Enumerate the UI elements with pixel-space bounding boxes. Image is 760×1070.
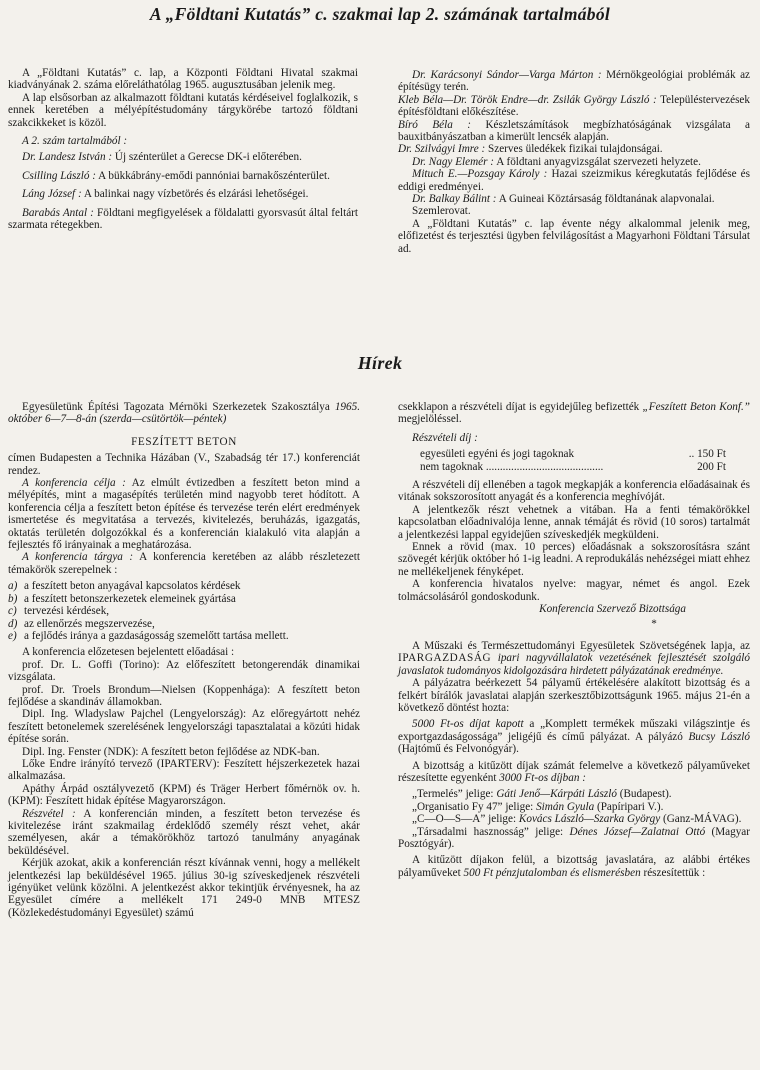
body-paragraph: A részvételi díj ellenében a tagok megkapják a konferencia előadásainak és vitának sokszorosított anyagát és a konferencia meghívóját. — [398, 479, 750, 504]
participation-paragraph: Részvétel : A konferencián minden, a feszített beton tervezése és kivitelezése iránt szakmailag érdeklődő személy részt vehet, akár személyesen, akár a témakörökhöz tartozó tanulmány anyagának beküldésével. — [8, 807, 360, 857]
lecture-item: Apáthy Árpád osztályvezető (KPM) és Träger Herbert főmérnök ov. h. (KPM): Feszített hidak építése Magyarországon. — [8, 782, 360, 808]
body-paragraph: A jelentkezők részt vehetnek a vitában. Ha a fenti témakörökkel kapcsolatban előadnivalója lenne, annak témáját és rövid (10 soros) tartalmát a jelentkezési lappal egyidejűen szíveskedjék megküldeni. — [398, 503, 750, 541]
prize-entry: „Organisatio Fy 47” jelige: Simán Gyula (Papíripari V.). — [412, 800, 664, 813]
goal-paragraph: A konferencia célja : Az elmúlt évtizedben a feszített beton mind a mélyépítés, mint a magasépítés területén mind nagyobb teret hódított. A konferencia célja a feszített beton építése és tervezése terén elért eredmények ismertetése és megvitatása a tervezés, kivitelezés, beruházás, igazgatás, oktatás területén dolgozókkal és a konferencián kialakuló vita alapján a fejlesztés fő irányainak a meghatározása. — [8, 477, 360, 552]
article-item: Dr. Balkay Bálint : A Guineai Köztársaság földtanának alapvonalai. — [412, 193, 715, 206]
lectures-intro: A konferencia előzetesen bejelentett előadásai : — [22, 646, 235, 659]
article-item: Dr. Szilvágyi Imre : Szerves üledékek fizikai tulajdonságai. — [398, 143, 663, 156]
hirek-right-column — [398, 401, 750, 879]
intro-paragraph: A „Földtani Kutatás” c. lap, a Központi Földtani Hivatal szakmai kiadványának 2. száma előreláthatólag 1965. augusztusában jelenik meg. — [8, 67, 358, 92]
section-title-hirek: Hírek — [357, 353, 403, 373]
prize-entry: „Termelés” jelige: Gáti Jenő—Kárpáti László (Budapest). — [412, 788, 672, 801]
jury-paragraph: A pályázatra beérkezett 54 pályamű értékelésére alakított bizottság és a felkért bírálók javaslatai alapján szerkesztőbizottságunk 1965. május 21-én a következő döntést hozta: — [398, 677, 750, 714]
additional-awards-paragraph: A kitűzött díjakon felül, a bizottság javaslatára, az alábbi értékes pályaműveket 500 Ft pénzjutalomban és elismerésben részesítettük : — [398, 854, 750, 879]
prize-entry: „C—O—S—A” jelige: Kovács László—Szarka György (Ganz-MÁVAG). — [412, 813, 742, 826]
article-item: Dr. Karácsonyi Sándor—Varga Márton : Mérnökgeológiai problémák az építésügy terén. — [398, 69, 750, 94]
scope-paragraph: A lap elsősorban az alkalmazott földtani kutatás kérdéseivel foglalkozik, s ennek keretében a mélyépítéstudomány tárgykörébe tartozó földtani szakcikkeket is közöl. — [8, 91, 358, 129]
fee-row: egyesületi egyéni és jogi tagoknak .. 150 Ft — [420, 448, 726, 461]
lecture-item: Lőke Endre irányító tervező (IPARTERV): Feszített héjszerkezetek hazai alkalmazása. — [8, 757, 360, 783]
body-paragraph: Ennek a rövid (max. 10 perces) előadásnak a sokszorosításra szánt szövegét kérjük október hó 1-ig leadni. A reprodukálás nehézségei miatt ehhez ne mellékeljenek fényképet. — [398, 541, 750, 578]
topic-list-item: e) a fejlődés iránya a gazdaságosság szemelőtt tartása mellett. — [8, 629, 289, 642]
article-item: Csilling László : A bükkábrány-emődi pannóniai barnakőszénterület. — [22, 169, 330, 182]
separator-star: * — [651, 617, 657, 630]
contents-heading: A 2. szám tartalmából : — [22, 135, 128, 148]
section-title-foldtani: A „Földtani Kutatás” c. szakmai lap 2. számának tartalmából — [149, 4, 611, 24]
topic-paragraph: A konferencia tárgya : A konferencia keretében az alább részletezett témakörök szerepelnek : — [8, 551, 360, 576]
venue-paragraph: címen Budapesten a Technika Házában (V., Szabadság tér 17.) konferenciát rendez. — [8, 452, 360, 477]
registration-paragraph: Kérjük azokat, akik a konferencián részt kívánnak venni, hogy a mellékelt jelentkezési lap beküldésével 1965. július 30-ig szíveskedjenek részvételi igényüket velünk közölni. A jelentkezést akkor tekintjük érvényesnek, ha az Egyesület címére a mellékelt 171 249-0 MNB MTESZ (Közlekedéstudományi Egyesület) számú — [8, 857, 360, 919]
topic-list-item: c) tervezési kérdések, — [8, 605, 110, 618]
cheque-paragraph: csekklapon a részvételi díjat is egyidejűleg befizették „Feszített Beton Konf.” megjelöléssel. — [398, 401, 751, 426]
article-item: Dr. Nagy Elemér : A földtani anyagvizsgálat szervezeti helyzete. — [412, 155, 701, 168]
lecture-item: Dipl. Ing. Fenster (NDK): A feszített beton fejlődése az NDK-ban. — [22, 745, 320, 758]
event-intro: Egyesületünk Építési Tagozata Mérnöki Szerkezetek Szakosztálya 1965. október 6—7—8-án (szerda—csütörtök—péntek) — [8, 401, 360, 426]
topic-list-item: a) a feszített beton anyagával kapcsolatos kérdések — [8, 580, 241, 593]
szemle-line: Szemlerovat. — [412, 205, 471, 218]
article-item: Barabás Antal : Földtani megfigyelések a földalatti gyorsvasút által feltárt szarmata rétegekben. — [8, 206, 358, 232]
first-prize-paragraph: 5000 Ft-os díjat kapott a „Komplett termékek műszaki világszintje és exportgazdaságossága” jeligéjű és című pályázat. A pályázó Bucsy László (Hajtómű és Felvonógyár). — [398, 718, 750, 756]
foldtani-left-column — [8, 67, 358, 231]
topic-list-item: b) a feszített betonszerkezetek elemeinek gyártása — [8, 592, 236, 605]
lecture-item: Dipl. Ing. Wladyslaw Pajchel (Lengyelország): Az előregyártott nehéz feszített betonelemek szerelésének lengyelországi tapasztalatai a közúti hidak építése során. — [8, 708, 360, 746]
lecture-item: prof. Dr. L. Goffi (Torino): Az előfeszített betongerendák dinamikai vizsgálata. — [8, 658, 360, 684]
prize-entry: „Társadalmi hasznosság” jelige: Dénes József—Zalatnai Ottó (Magyar Posztógyár). — [398, 825, 750, 850]
fee-row: nem tagoknak ..... 200 Ft — [398, 461, 750, 473]
hirek-left-column — [8, 401, 360, 919]
article-item: Kleb Béla—Dr. Török Endre—dr. Zsilák György László : Településtervezések építésföldtani előkészítése. — [398, 93, 750, 119]
foldtani-right-column — [398, 69, 750, 255]
article-item: Láng József : A balinkai nagy vízbetörés és elzárási lehetőségei. — [22, 188, 309, 201]
body-paragraph: A konferencia hivatalos nyelve: magyar, német és angol. Ezek tolmácsolásáról gondoskodunk. — [398, 578, 750, 603]
lecture-item: prof. Dr. Troels Brondum—Nielsen (Koppenhága): A feszített beton fejlődése a skandináv államokban. — [8, 683, 360, 708]
ipargazdasag-paragraph: A Műszaki és Természettudományi Egyesületek Szövetségének lapja, az IPARGAZDASÁG ipari nagyvállalatok vezetésének fejlesztését szolgáló javaslatok tudományos kidolgozására hirdetett pályázatának eredménye. — [398, 639, 750, 677]
topic-list-item: d) az ellenőrzés megszervezése, — [8, 617, 155, 630]
article-item: Bíró Béla : Készletszámítások megbízhatóságának vizsgálata a bauxitbányászatban a kimerült lencsék alapján. — [398, 118, 751, 144]
conference-heading: FESZÍTETT BETON — [131, 435, 237, 448]
article-item: Dr. Landesz István : Új szénterület a Gerecse DK-i előterében. — [22, 151, 302, 164]
signature: Konferencia Szervező Bizottsága — [539, 603, 686, 616]
fee-heading: Részvételi díj : — [412, 431, 478, 444]
article-item: Mituch E.—Pozsgay Károly : Hazai szeizmikus kéregkutatás fejlődése és eddigi eredményei. — [398, 168, 750, 193]
publication-note: A „Földtani Kutatás” c. lap évente négy alkalommal jelenik meg, előfizetést és terjesztési ügyben felvilágosítást a Magyarhoni Földtani Társulat ad. — [398, 217, 750, 255]
second-prize-paragraph: A bizottság a kitűzött díjak számát felemelve a következő pályaműveket részesítette egyenként 3000 Ft-os díjban : — [398, 759, 750, 784]
